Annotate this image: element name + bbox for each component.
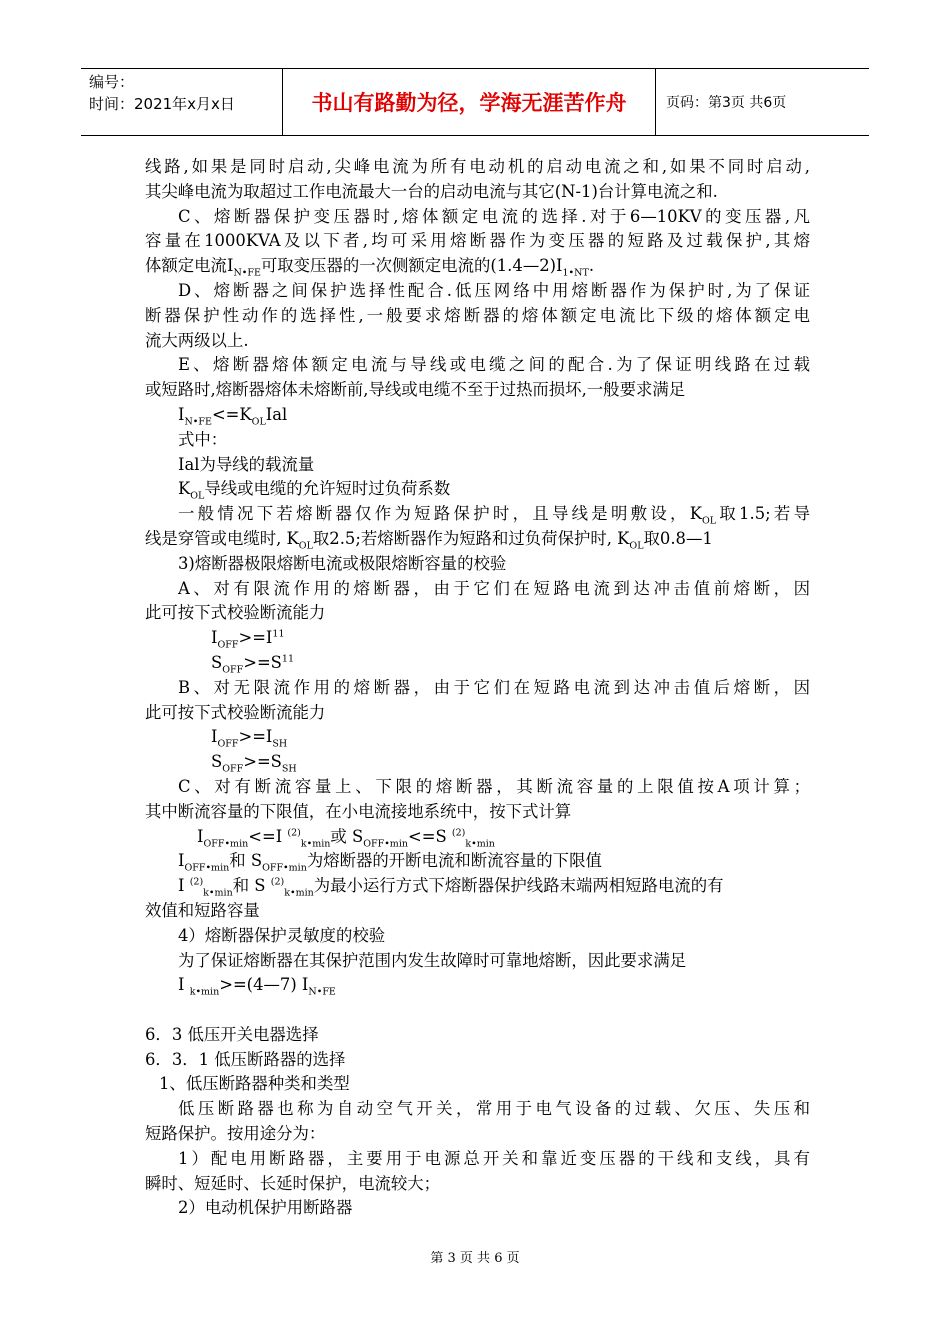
text-line: 此可按下式校验断流能力	[145, 702, 326, 722]
subsection-item: 1、低压断路器种类和类型	[159, 1074, 350, 1094]
formula-line: $I_{N•FE}<=K_{OL}Ial$	[178, 404, 288, 428]
text-line: C、熔断器保护变压器时,熔体额定电流的选择.对于6—10KV的变压器,凡	[178, 206, 810, 226]
text-line: D、熔断器之间保护选择性配合.低压网络中用熔断器作为保护时,为了保证	[178, 280, 810, 300]
page-footer: 第 3 页 共 6 页	[430, 1251, 520, 1266]
text-line: B、对无限流作用的熔断器，由于它们在短路电流到达冲击值后熔断，因	[178, 677, 810, 697]
text-line: Ial为导线的载流量	[178, 454, 315, 474]
text-line: 2）电动机保护用断路器	[178, 1198, 353, 1218]
text-line: 一般情况下若熔断器仅作为短路保护时，且导线是明敷设，$K_{OL}$取1.5;若导	[178, 504, 811, 527]
text-line: I $^{(2)}_{k•min}$和 S $^{(2)}_{k•min}$为最小运行方式下熔断器保护线路末端两相短路电流的有	[178, 876, 724, 899]
header-meta	[81, 69, 283, 135]
text-line: 效值和短路容量	[145, 900, 260, 920]
formula-line: $I_{OFF}>=I_{SH}$	[211, 727, 288, 750]
text-line: 此可按下式校验断流能力	[145, 603, 326, 623]
document-body	[145, 155, 810, 1221]
text-line: 短路保护。按用途分为：	[145, 1124, 326, 1144]
text-line: 体额定电流$I_{N•FE}$可取变压器的一次侧额定电流的$(1.4—2)I_{1•NT}$.	[145, 256, 595, 279]
text-line: 其尖峰电流为取超过工作电流最大一台的启动电流与其它(N-1)台计算电流之和.	[145, 181, 718, 201]
header-motto: 书山有路勤为径，学海无涯苦作舟	[283, 69, 656, 135]
text-line: $I_{OFF•min}$和 $S_{OFF•min}$为熔断器的开断电流和断流容量的下限值	[178, 851, 602, 874]
page-header	[81, 68, 869, 136]
text-line: 1）配电用断路器，主要用于电源总开关和靠近变压器的干线和支线，具有	[178, 1148, 810, 1168]
header-number: 编号：	[89, 73, 135, 91]
text-line: A、对有限流作用的熔断器，由于它们在短路电流到达冲击值前熔断，因	[178, 578, 810, 598]
text-line: 容量在1000KVA及以下者,均可采用熔断器作为变压器的短路及过载保护,其熔	[145, 231, 810, 251]
text-line: 或短路时,熔断器熔体未熔断前,导线或电缆不至于过热而损坏,一般要求满足	[145, 380, 686, 400]
text-line: 线是穿管或电缆时, $K_{OL}$取2.5;若熔断器作为短路和过负荷保护时, $K_{OL}$取0.8—1	[145, 528, 713, 552]
formula-line: $S_{OFF}>=S_{SH}$	[211, 752, 297, 775]
text-line: C、对有断流容量上、下限的熔断器，其断流容量的上限值按A项计算；	[178, 776, 810, 796]
text-line: 式中：	[178, 429, 228, 449]
text-line: E、熔断器熔体额定电流与导线或电缆之间的配合.为了保证明线路在过载	[178, 355, 810, 375]
text-line: $K_{OL}$导线或电缆的允许短时过负荷系数	[178, 479, 451, 502]
text-line: 断器保护性动作的选择性,一般要求熔断器的熔体额定电流比下级的熔体额定电	[145, 305, 810, 325]
text-line: 流大两级以上.	[145, 330, 249, 350]
text-line: 为了保证熔断器在其保护范围内发生故障时可靠地熔断，因此要求满足	[178, 950, 687, 970]
text-line: 低压断路器也称为自动空气开关，常用于电气设备的过载、欠压、失压和	[178, 1099, 810, 1119]
text-line: 线路,如果是同时启动,尖峰电流为所有电动机的启动电流之和,如果不同时启动,	[145, 157, 810, 176]
text-line: 瞬时、短延时、长延时保护，电流较大；	[145, 1173, 441, 1193]
formula-line: $I_{OFF•min}<=I$ $^{(2)}_{k•min}$或 $S_{OFF•min}<=S$ $^{(2)}_{k•min}$	[197, 826, 495, 849]
header-page-number: 页码：第3页 共6页	[666, 95, 787, 111]
section-heading: 6．3 低压开关电器选择	[145, 1024, 319, 1044]
text-line: 4）熔断器保护灵敏度的校验	[178, 925, 386, 945]
formula-line: $S_{OFF}>=S^{11}$	[211, 652, 295, 676]
text-line: 其中断流容量的下限值，在小电流接地系统中，按下式计算	[145, 801, 572, 821]
formula-line: I $_{k•min}$>=(4—7) $I_{N•FE}$	[178, 975, 336, 998]
header-date: 时间：2021年x月x日	[89, 95, 235, 113]
paragraph-gap	[145, 998, 810, 1023]
formula-line: $I_{OFF}>=I^{11}$	[211, 628, 285, 651]
text-line: 3)熔断器极限熔断电流或极限熔断容量的校验	[178, 553, 507, 573]
subsection-heading: 6．3．1 低压断路器的选择	[145, 1049, 346, 1069]
